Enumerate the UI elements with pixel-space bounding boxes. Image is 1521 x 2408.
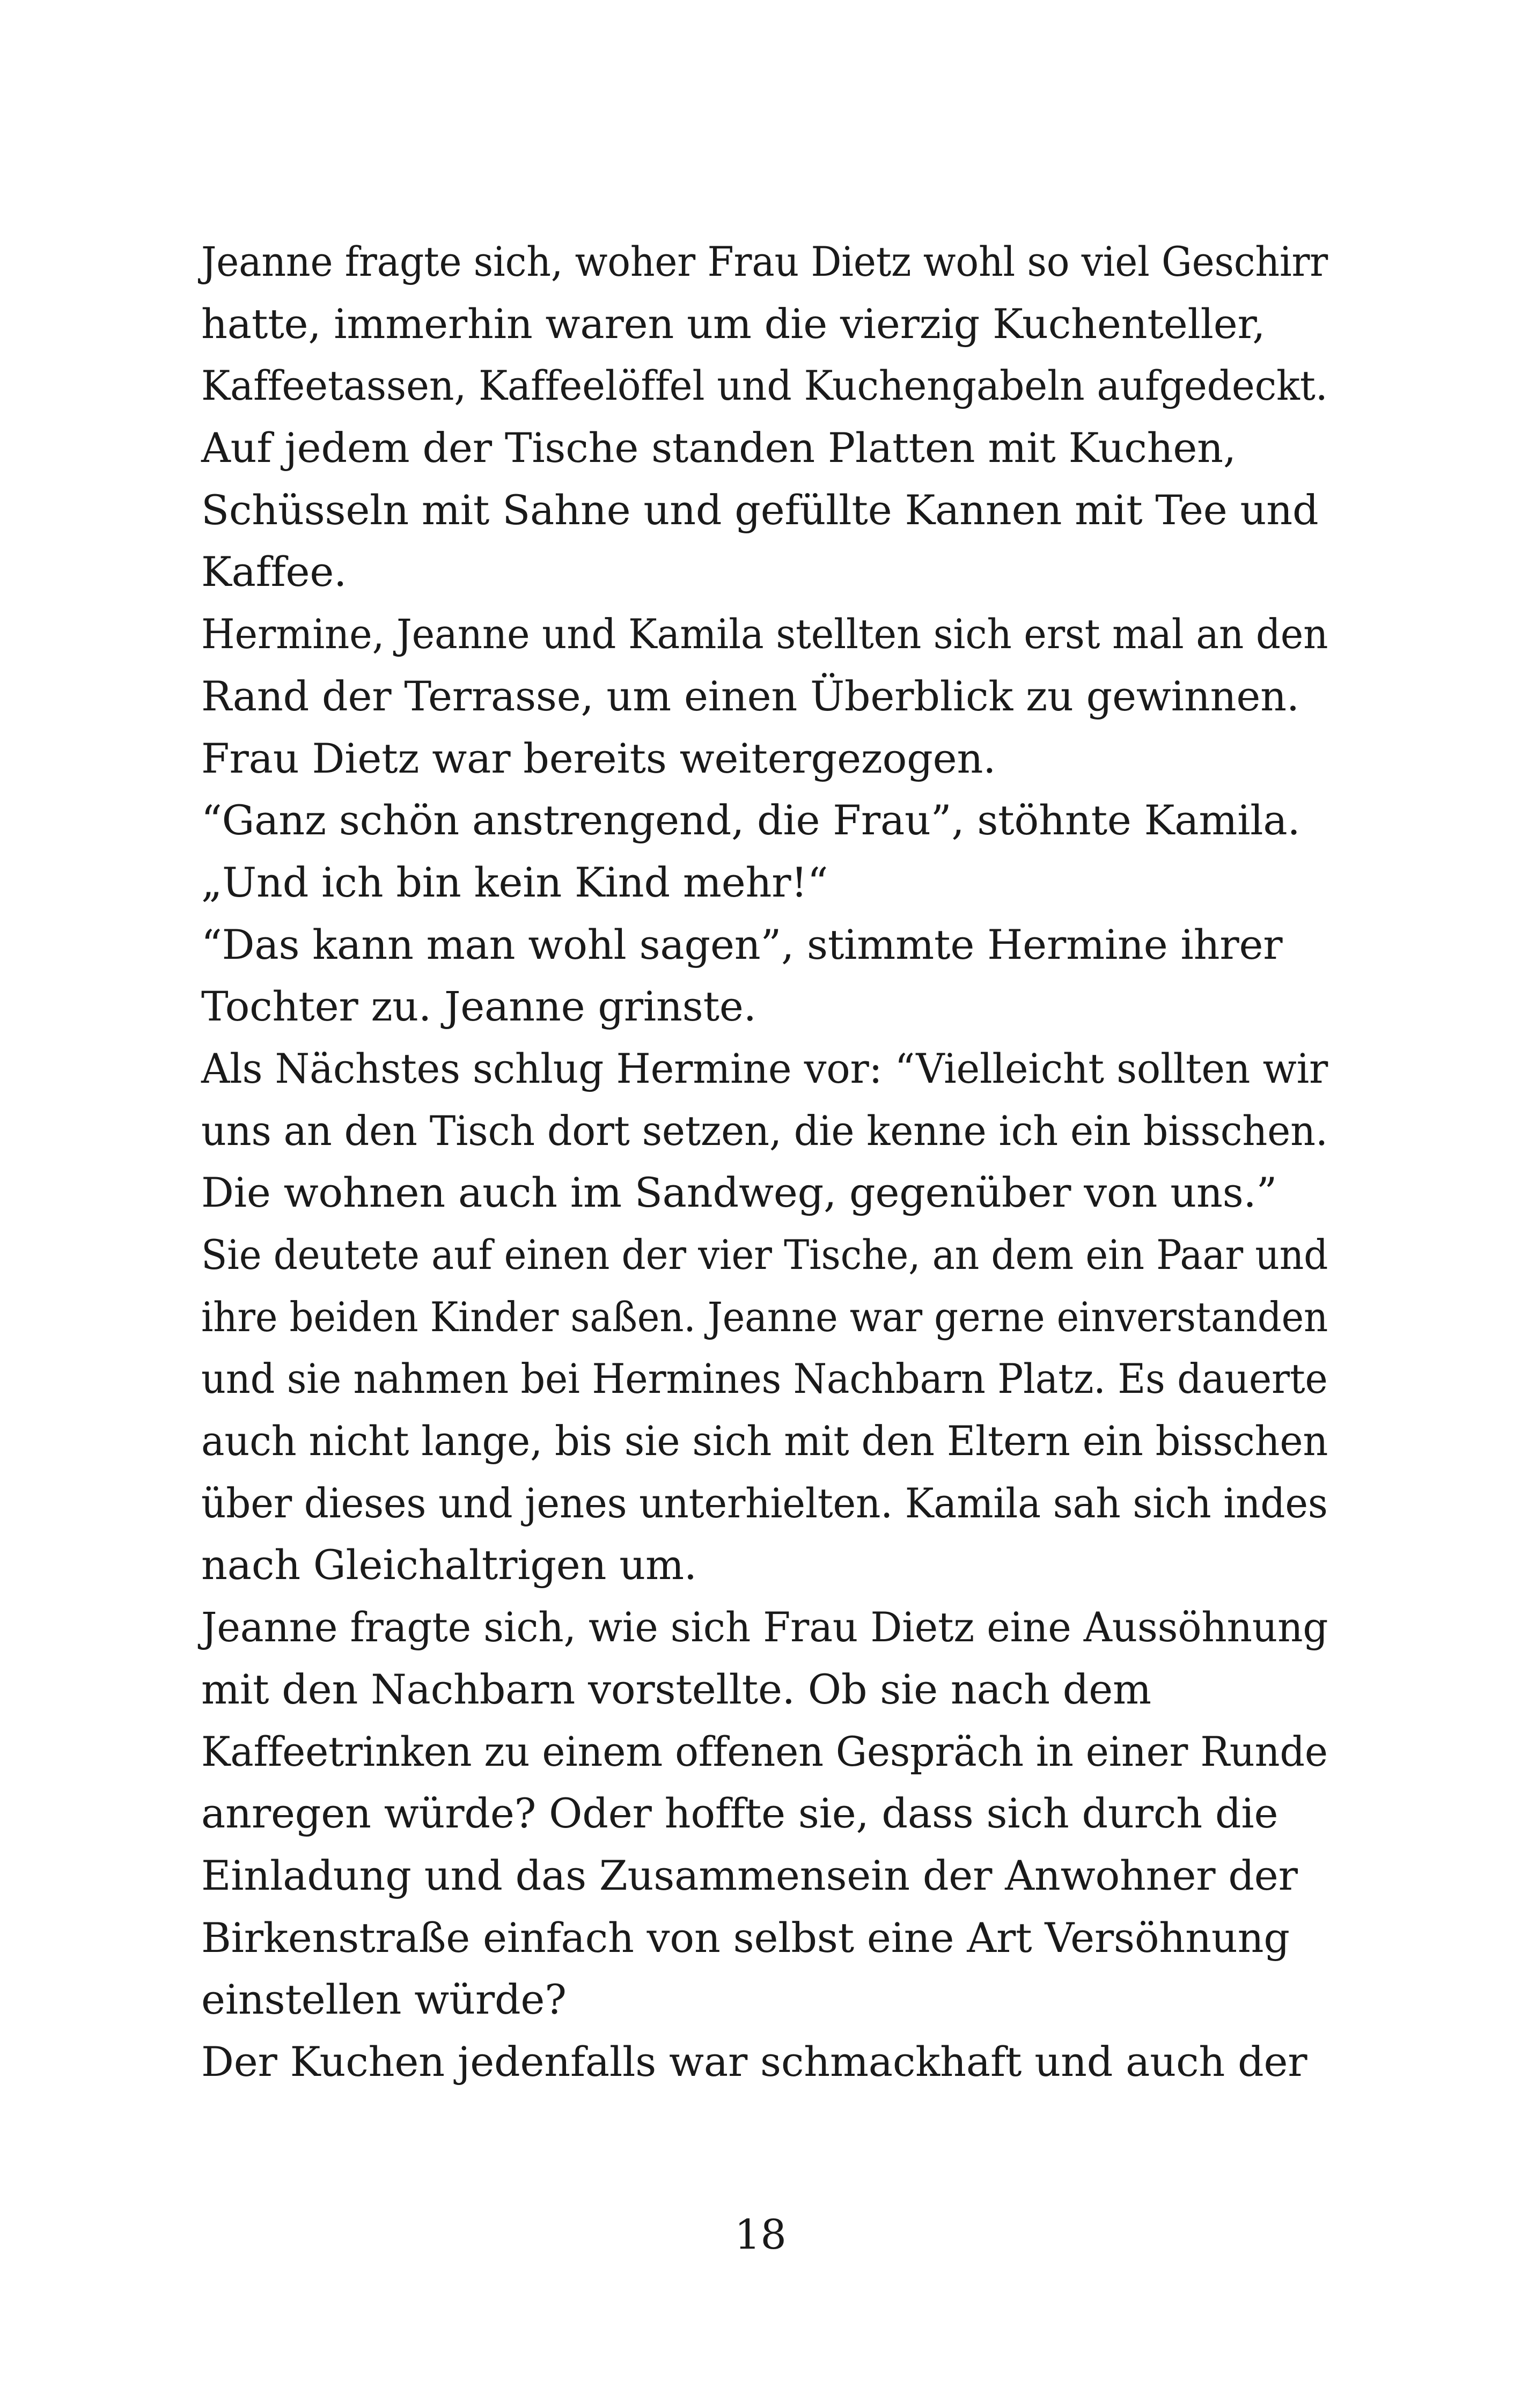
text-line: ihre beiden Kinder saßen. Jeanne war gerne einverstanden: [201, 1293, 1328, 1341]
text-line: Jeanne fragte sich, wie sich Frau Dietz eine Aussöhnung: [201, 1603, 1328, 1651]
text-line: über dieses und jenes unterhielten. Kamila sah sich indes: [201, 1479, 1328, 1527]
text-line: “Ganz schön anstrengend, die Frau”, stöhnte Kamila.: [201, 796, 1300, 845]
text-line: Als Nächstes schlug Hermine vor: “Vielleicht sollten wir: [201, 1044, 1328, 1092]
text-line: einstellen würde?: [201, 1976, 567, 2024]
text-line: Kaffeetrinken zu einem offenen Gespräch in einer Runde: [201, 1727, 1328, 1775]
text-line: mit den Nachbarn vorstellte. Ob sie nach dem: [201, 1665, 1151, 1713]
text-line: Kaffeetassen, Kaffeelöffel und Kuchengabeln aufgedeckt.: [201, 362, 1328, 410]
text-line: Sie deutete auf einen der vier Tische, an dem ein Paar und: [201, 1231, 1328, 1279]
text-line: auch nicht lange, bis sie sich mit den Eltern ein bisschen: [201, 1417, 1328, 1465]
text-line: „Und ich bin kein Kind mehr!“: [201, 858, 828, 906]
text-line: Frau Dietz war bereits weitergezogen.: [201, 734, 996, 782]
text-line: uns an den Tisch dort setzen, die kenne ich ein bisschen.: [201, 1106, 1328, 1155]
text-line: nach Gleichaltrigen um.: [201, 1541, 697, 1589]
text-line: hatte, immerhin waren um die vierzig Kuchenteller,: [201, 299, 1266, 348]
text-line: Tochter zu. Jeanne grinste.: [201, 982, 756, 1031]
text-line: Der Kuchen jedenfalls war schmackhaft und auch der: [201, 2037, 1307, 2086]
text-line: Birkenstraße einfach von selbst eine Art Versöhnung: [201, 1913, 1290, 1962]
text-line: Schüsseln mit Sahne und gefüllte Kannen mit Tee und: [201, 486, 1319, 534]
text-line: Jeanne fragte sich, woher Frau Dietz wohl so viel Geschirr: [201, 238, 1328, 285]
page-number: 18: [734, 2211, 787, 2258]
text-line: und sie nahmen bei Hermines Nachbarn Platz. Es dauerte: [201, 1355, 1328, 1403]
text-line: Auf jedem der Tische standen Platten mit Kuchen,: [201, 424, 1236, 472]
body-text: [201, 231, 1328, 2093]
text-line: anregen würde? Oder hoffte sie, dass sich durch die: [201, 1789, 1278, 1838]
text-line: “Das kann man wohl sagen”, stimmte Hermine ihrer: [201, 920, 1283, 968]
text-line: Einladung und das Zusammensein der Anwohner der: [201, 1851, 1298, 1899]
text-line: Kaffee.: [201, 548, 347, 596]
text-line: Die wohnen auch im Sandweg, gegenüber von uns.”: [201, 1169, 1277, 1217]
text-line: Rand der Terrasse, um einen Überblick zu gewinnen.: [201, 672, 1299, 720]
text-line: Hermine, Jeanne und Kamila stellten sich erst mal an den: [201, 610, 1328, 658]
